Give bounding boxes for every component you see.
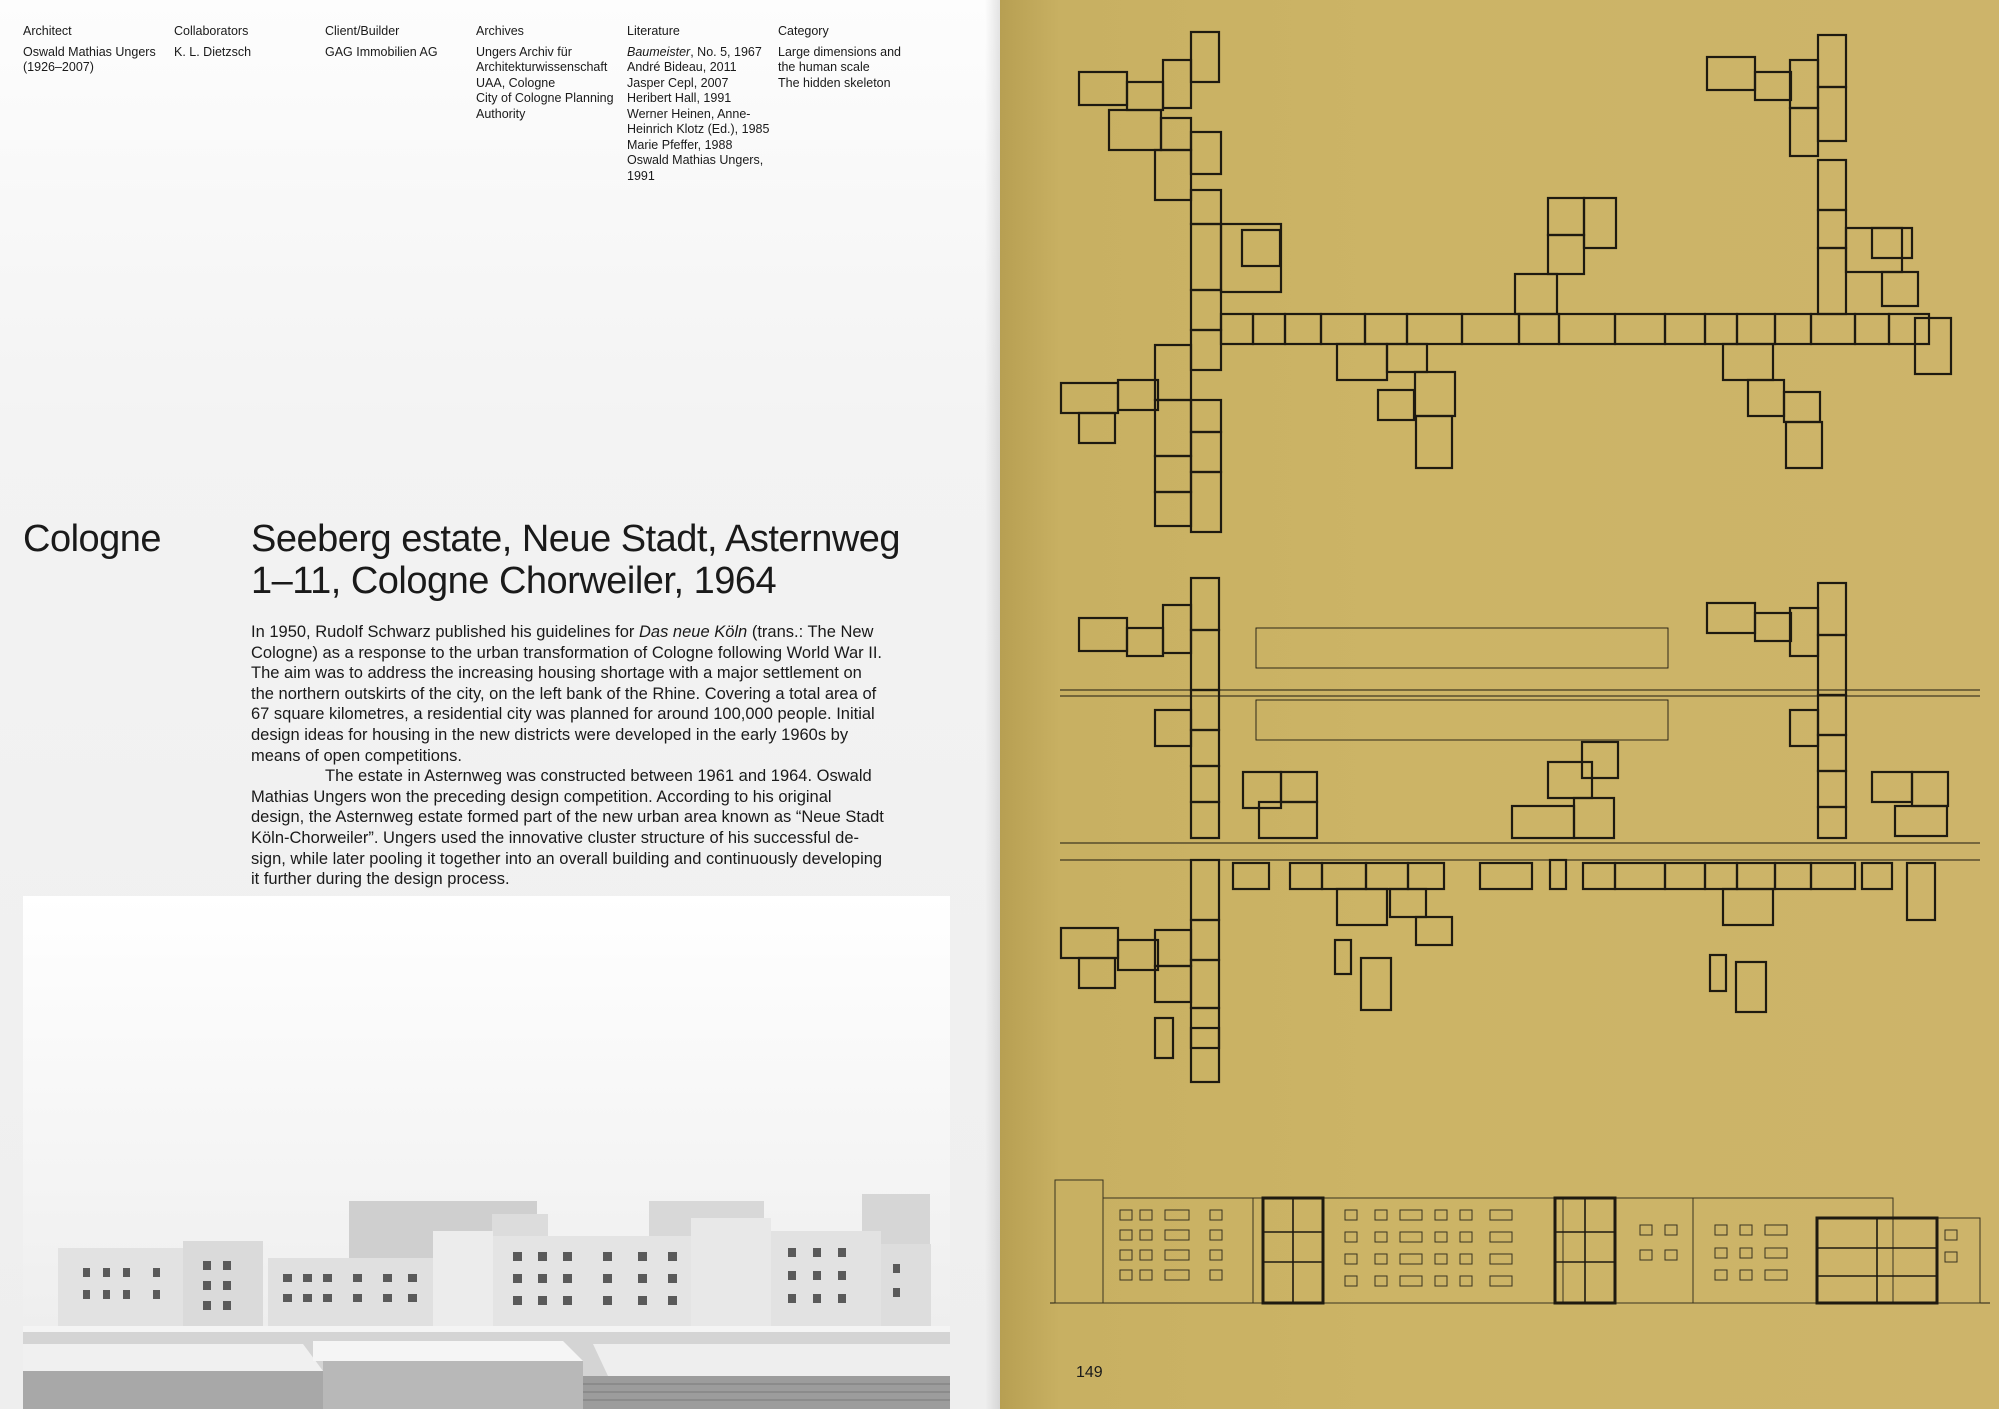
meta-value: Oswald Mathias Ungers, bbox=[627, 153, 764, 167]
floor-plan-cluster bbox=[1061, 32, 1281, 532]
building-block bbox=[433, 1231, 493, 1326]
meta-archives bbox=[476, 24, 614, 122]
building-block bbox=[881, 1244, 931, 1326]
building-block bbox=[268, 1258, 438, 1326]
text-line: sign, while later pooling it together into an overall building and continuously developing bbox=[251, 849, 883, 868]
meta-label: Client/Builder bbox=[325, 24, 400, 38]
text-line: design ideas for housing in the new districts were developed in the early 1960s by bbox=[251, 725, 849, 744]
meta-value: the human scale bbox=[778, 60, 870, 74]
page-gutter bbox=[985, 0, 1000, 1409]
meta-value: Jasper Cepl, 2007 bbox=[627, 75, 729, 90]
meta-architect bbox=[23, 24, 156, 76]
body-text bbox=[251, 622, 951, 890]
roof-wall bbox=[323, 1361, 583, 1409]
floor-plan-cluster bbox=[1079, 578, 1317, 838]
meta-value: Ungers Archiv für bbox=[476, 44, 572, 59]
meta-collaborators bbox=[174, 24, 251, 60]
book-title: Das neue Köln bbox=[638, 623, 748, 641]
building-illustration bbox=[23, 896, 950, 1409]
meta-value: The hidden skeleton bbox=[778, 75, 891, 90]
text-line: In 1950, Rudolf Schwarz published his guidelines for Das neue Köln (trans.: The New bbox=[251, 623, 874, 641]
meta-value: Large dimensions and bbox=[778, 44, 901, 59]
meta-label: Archives bbox=[476, 24, 524, 38]
building-block bbox=[493, 1236, 693, 1326]
text-line: Köln-Chorweiler”. Ungers used the innovative cluster structure of his successful de- bbox=[251, 828, 860, 847]
meta-value: Architekturwissenschaft bbox=[476, 60, 608, 74]
roof-wall bbox=[23, 1371, 323, 1409]
meta-value: Heribert Hall, 1991 bbox=[627, 91, 732, 105]
meta-value: Baumeister, No. 5, 1967 bbox=[627, 44, 762, 59]
project-title bbox=[251, 518, 951, 602]
meta-value: Marie Pfeffer, 1988 bbox=[627, 137, 733, 152]
title-line: Seeberg estate, Neue Stadt, Asternweg bbox=[251, 518, 901, 560]
paragraph-2 bbox=[251, 766, 951, 890]
text-line: it further during the design process. bbox=[251, 870, 510, 889]
paragraph-1 bbox=[251, 622, 951, 766]
title-line: 1–11, Cologne Chorweiler, 1964 bbox=[251, 560, 777, 602]
text-line: design, the Asternweg estate formed part of the new urban area known as “Neue Stadt bbox=[251, 808, 884, 827]
elevation-drawing bbox=[1050, 1180, 1990, 1303]
building-block bbox=[58, 1248, 198, 1326]
meta-literature bbox=[627, 24, 769, 184]
meta-label: Collaborators bbox=[174, 24, 249, 38]
meta-value: André Bideau, 2011 bbox=[627, 60, 737, 74]
meta-value: Authority bbox=[476, 106, 526, 121]
roof-slab bbox=[593, 1344, 950, 1376]
meta-value: UAA, Cologne bbox=[476, 75, 556, 90]
meta-value: Werner Heinen, Anne- bbox=[627, 106, 751, 121]
meta-category bbox=[778, 24, 901, 91]
site-plan-drawing bbox=[1000, 0, 1999, 1409]
meta-label: Category bbox=[778, 24, 829, 38]
floor-plan-cluster bbox=[1512, 583, 1948, 838]
floor-plan-cluster bbox=[1707, 35, 1951, 374]
roof-slab bbox=[23, 1344, 323, 1371]
meta-value: City of Cologne Planning bbox=[476, 91, 614, 105]
meta-value: 1991 bbox=[627, 168, 655, 183]
estate-photograph bbox=[23, 896, 950, 1409]
book-title: Baumeister bbox=[627, 44, 691, 59]
city-heading: Cologne bbox=[23, 518, 162, 560]
meta-value: Heinrich Klotz (Ed.), 1985 bbox=[627, 122, 770, 136]
right-page bbox=[1000, 0, 1999, 1409]
floor-plan-spine bbox=[1061, 860, 1935, 1082]
meta-label: Literature bbox=[627, 24, 680, 38]
meta-value: K. L. Dietzsch bbox=[174, 44, 252, 59]
parking-strip bbox=[1060, 628, 1980, 860]
text-line: The aim was to address the increasing housing shortage with a major settlement on bbox=[251, 664, 862, 683]
text-line: Mathias Ungers won the preceding design competition. According to his original bbox=[251, 787, 832, 806]
text-line: means of open competitions. bbox=[251, 746, 462, 765]
text-line: 67 square kilometres, a residential city was planned for around 100,000 people. Initial bbox=[251, 705, 875, 724]
roof-slab bbox=[313, 1341, 583, 1361]
building-block bbox=[771, 1231, 881, 1326]
page-number: 149 bbox=[1076, 1364, 1103, 1381]
meta-value: Oswald Mathias Ungers bbox=[23, 44, 156, 59]
meta-value: GAG Immobilien AG bbox=[325, 44, 438, 59]
meta-label: Architect bbox=[23, 24, 72, 38]
roof-edge bbox=[23, 1326, 950, 1332]
floor-plan-spine bbox=[1221, 198, 1889, 468]
meta-value: (1926–2007) bbox=[23, 60, 94, 74]
text-line: the northern outskirts of the city, on the left bank of the Rhine. Covering a total area of bbox=[251, 684, 877, 703]
building-block bbox=[691, 1218, 771, 1326]
text-line: The estate in Asternweg was constructed between 1961 and 1964. Oswald bbox=[325, 767, 872, 786]
meta-client bbox=[325, 24, 438, 60]
text-line: Cologne) as a response to the urban transformation of Cologne following World War II. bbox=[251, 643, 882, 662]
